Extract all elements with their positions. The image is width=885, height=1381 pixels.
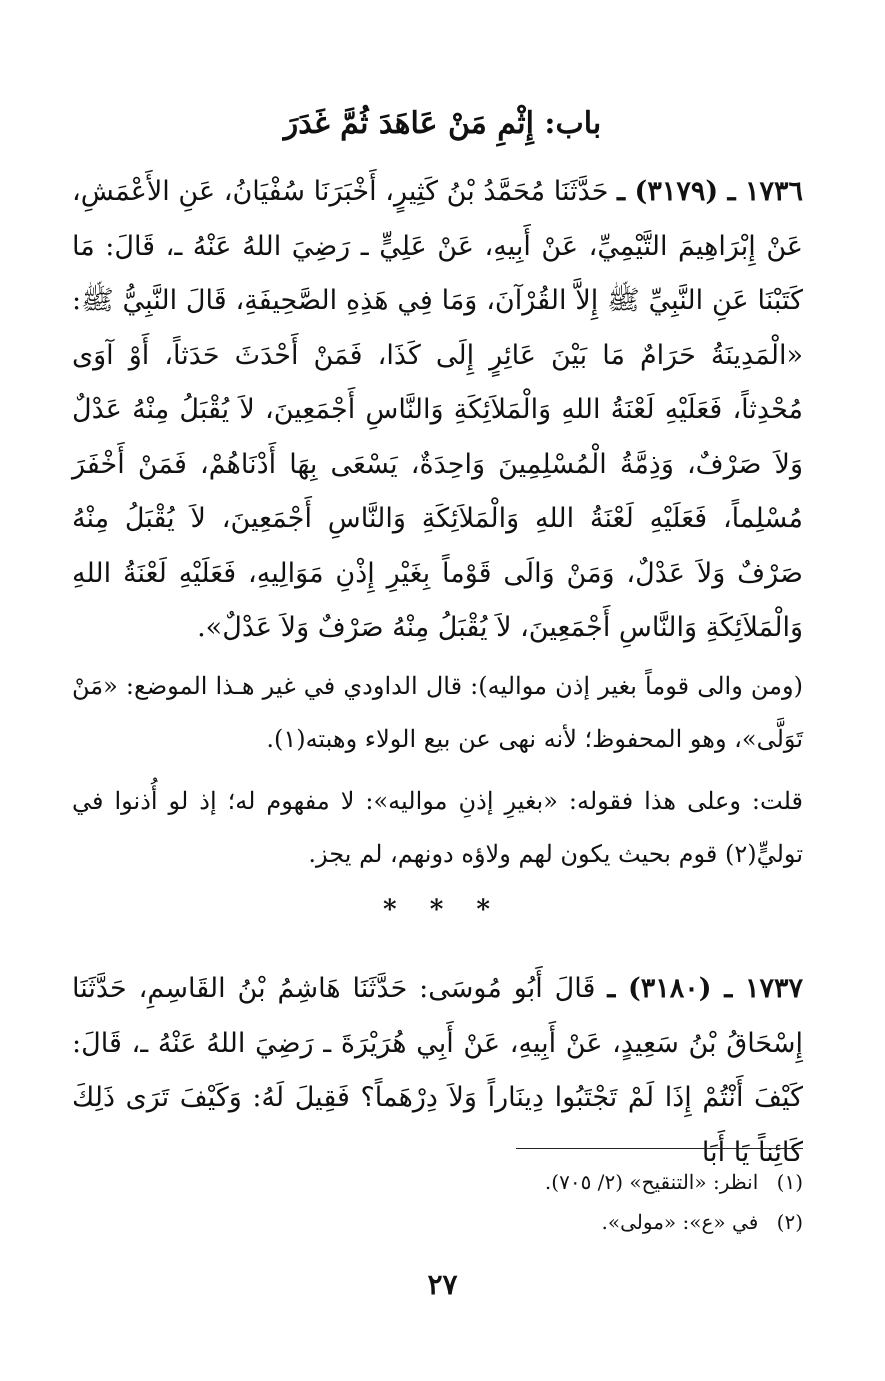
hadith-text: حَدَّثَنَا مُحَمَّدُ بْنُ كَثِيرٍ، أَخْبَرَنَا سُفْيَانُ، عَنِ الأَعْمَشِ، عَنْ إِبْرَاهِيمَ التَّيْمِيِّ، عَنْ أَبِيهِ، عَنْ عَلِيٍّ ـ رَضِيَ اللهُ عَنْهُ ـ، قَالَ: مَا كَتَبْنَا عَنِ النَّبِيِّ ﷺ إِلاَّ القُرْآنَ، وَمَا فِي هَذِهِ الصَّحِيفَةِ، قَالَ النَّبِيُّ ﷺ: «الْمَدِينَةُ حَرَامٌ مَا بَيْنَ عَائِرٍ إِلَى كَذَا، فَمَنْ أَحْدَثَ حَدَثاً، أَوْ آوَى مُحْدِثاً، فَعَلَيْهِ لَعْنَةُ اللهِ وَالْمَلاَئِكَةِ وَالنَّاسِ أَجْمَعِينَ، لاَ يُقْبَلُ مِنْهُ عَدْلٌ وَلاَ صَرْفٌ، وَذِمَّةُ الْمُسْلِمِينَ وَاحِدَةٌ، يَسْعَى بِهَا أَدْنَاهُمْ، فَمَنْ أَخْفَرَ مُسْلِماً، فَعَلَيْهِ لَعْنَةُ اللهِ وَالْمَلاَئِكَةِ وَالنَّاسِ أَجْمَعِينَ، لاَ يُقْبَلُ مِنْهُ صَرْفٌ وَلاَ عَدْلٌ، وَمَنْ وَالَى قَوْماً بِغَيْرِ إِذْنِ مَوَالِيهِ، فَعَلَيْهِ لَعْنَةُ اللهِ وَالْمَلاَئِكَةِ وَالنَّاسِ أَجْمَعِينَ، لاَ يُقْبَلُ مِنْهُ صَرْفٌ وَلاَ عَدْلٌ». <box>72 176 803 643</box>
section-separator: * * * <box>383 895 502 925</box>
footnote-mark: (١) <box>776 1170 803 1194</box>
commentary-paragraph: (ومن والى قوماً بغير إذن مواليه): قال الداودي في غير هـذا الموضع: «مَنْ تَوَلَّى»، وهو المحفوظ؛ لأنه نهى عن بيع الولاء وهبته(١). <box>72 672 803 753</box>
footnotes <box>200 1162 803 1242</box>
footnote-text: في «ع»: «مولى». <box>601 1210 759 1234</box>
footnote <box>200 1202 803 1242</box>
commentary-paragraph: قلت: وعلى هذا فقوله: «بغيرِ إذنِ مواليه»: لا مفهوم له؛ إذ لو أُذنوا في توليٍّ(٢) قوم بحيث يكون لهم ولاؤه دونهم، لم يجز. <box>72 787 803 868</box>
footnote-mark: (٢) <box>776 1210 803 1234</box>
hadith-number: ١٧٣٧ ـ (٣١٨٠) ـ <box>607 973 803 1004</box>
hadith-paragraph <box>72 165 803 656</box>
chapter-title: باب: إِثْمِ مَنْ عَاهَدَ ثُمَّ غَدَرَ <box>283 106 602 141</box>
page-number: ٢٧ <box>427 1268 458 1301</box>
hadith-number: ١٧٣٦ ـ (٣١٧٩) ـ <box>617 176 803 207</box>
hadith-text: قَالَ أَبُو مُوسَى: حَدَّثَنَا هَاشِمُ بْنُ القَاسِمِ، حَدَّثَنَا إِسْحَاقُ بْنُ سَعِيدٍ، عَنْ أَبِيهِ، عَنْ أَبِي هُرَيْرَةَ ـ رَضِيَ اللهُ عَنْهُ ـ، قَالَ: كَيْفَ أَنْتُمْ إِذَا لَمْ تَجْتَبُوا دِينَاراً وَلاَ دِرْهَماً؟ فَقِيلَ لَهُ: وَكَيْفَ تَرَى ذَلِكَ كَائِناً يَا أَبَا <box>72 973 803 1168</box>
footnote-text: انظر: «التنقيح» (٢/ ٧٠٥). <box>544 1170 759 1194</box>
footnote <box>200 1162 803 1202</box>
footnote-divider <box>516 1148 803 1149</box>
